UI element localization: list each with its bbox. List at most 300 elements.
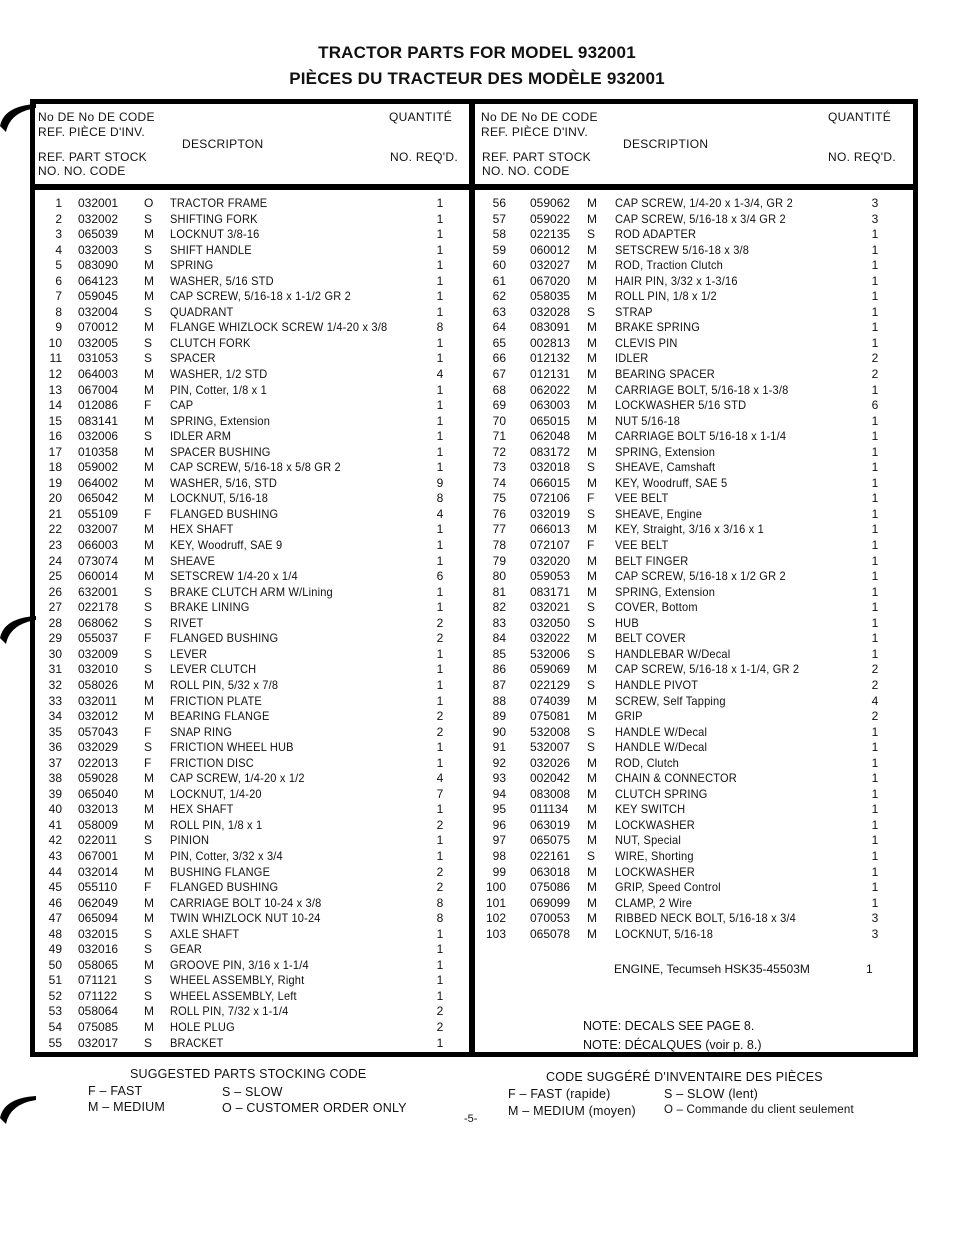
stock-code: F — [144, 631, 152, 646]
ref-number: 57 — [492, 211, 506, 226]
stock-code: S — [144, 584, 153, 599]
quantity: 2 — [436, 880, 444, 895]
stock-code: M — [587, 693, 597, 708]
part-row — [478, 336, 908, 352]
part-row — [32, 367, 462, 383]
stock-code: M — [587, 833, 597, 848]
ref-number: 96 — [492, 817, 506, 832]
description: BRAKE LINING — [170, 600, 250, 615]
part-row — [478, 305, 908, 321]
part-number: 012086 — [78, 398, 119, 413]
stock-code: S — [144, 615, 153, 630]
description: ROD ADAPTER — [615, 227, 697, 242]
part-number: 032002 — [78, 211, 119, 226]
part-number: 064002 — [78, 475, 119, 490]
ref-number: 79 — [492, 553, 506, 568]
description: GRIP — [615, 709, 643, 724]
part-number: 083091 — [530, 320, 571, 335]
ref-number: 76 — [492, 506, 506, 521]
stock-code: M — [144, 957, 154, 972]
ref-number: 65 — [492, 335, 506, 350]
description: NUT, Special — [615, 833, 682, 848]
quantity: 2 — [871, 662, 879, 677]
ref-number: 82 — [492, 600, 506, 615]
description: SETSCREW 5/16-18 x 3/8 — [615, 242, 750, 257]
description: FLANGED BUSHING — [170, 880, 279, 895]
quantity: 2 — [436, 1019, 444, 1034]
quantity: 1 — [436, 460, 444, 475]
ref-number: 17 — [48, 444, 62, 459]
stock-code: S — [144, 304, 153, 319]
description: LOCKNUT, 1/4-20 — [170, 786, 262, 801]
part-number: 059053 — [530, 569, 571, 584]
stock-code: M — [144, 569, 154, 584]
right-header-quantity: QUANTITÉ — [828, 110, 892, 124]
quantity: 3 — [871, 211, 879, 226]
description: CAP SCREW, 5/16-18 x 1-1/2 GR 2 — [170, 289, 351, 304]
stocking-code-fast: F – FAST — [88, 1084, 143, 1098]
ref-number: 52 — [48, 988, 62, 1003]
part-number: 075085 — [78, 1019, 119, 1034]
part-number: 032006 — [78, 429, 119, 444]
quantity: 2 — [436, 1004, 444, 1019]
part-number: 012131 — [530, 367, 571, 382]
stock-code: S — [144, 988, 153, 1003]
quantity: 1 — [871, 444, 879, 459]
part-row — [32, 694, 462, 710]
part-row — [478, 631, 908, 647]
ref-number: 71 — [492, 429, 506, 444]
part-row — [478, 460, 908, 476]
part-row — [478, 491, 908, 507]
stock-code: M — [144, 413, 154, 428]
description: RIVET — [170, 615, 204, 630]
ref-number: 28 — [48, 615, 62, 630]
description: LEVER CLUTCH — [170, 662, 257, 677]
ref-number: 21 — [48, 506, 62, 521]
part-row — [32, 818, 462, 834]
description: COVER, Bottom — [615, 600, 698, 615]
part-row — [32, 942, 462, 958]
description: SPACER — [170, 351, 216, 366]
description: SHIFTING FORK — [170, 211, 258, 226]
stock-code: S — [144, 973, 153, 988]
part-row — [32, 585, 462, 601]
quantity: 1 — [871, 615, 879, 630]
part-row — [32, 445, 462, 461]
quantity: 1 — [871, 429, 879, 444]
description: BRAKE CLUTCH ARM W/Lining — [170, 584, 333, 599]
note-english: NOTE: DECALS SEE PAGE 8. — [583, 1019, 755, 1033]
stock-code: M — [587, 631, 597, 646]
part-number: 073074 — [78, 553, 119, 568]
quantity: 1 — [436, 755, 444, 770]
ref-number: 94 — [492, 786, 506, 801]
part-row — [478, 569, 908, 585]
quantity: 1 — [871, 600, 879, 615]
stock-code: M — [144, 522, 154, 537]
stock-code: M — [587, 429, 597, 444]
part-number: 632001 — [78, 584, 119, 599]
part-row — [32, 973, 462, 989]
quantity: 1 — [436, 211, 444, 226]
part-row — [32, 678, 462, 694]
code-inventaire-client: O – Commande du client seulement — [664, 1104, 854, 1116]
part-number: 055037 — [78, 631, 119, 646]
part-row — [478, 212, 908, 228]
stock-code: M — [144, 289, 154, 304]
description: HEX SHAFT — [170, 802, 234, 817]
part-row — [478, 740, 908, 756]
quantity: 1 — [436, 258, 444, 273]
code-inventaire-title: CODE SUGGÉRÉ D'INVENTAIRE DES PIÈCES — [546, 1070, 823, 1084]
ref-number: 67 — [492, 367, 506, 382]
quantity: 6 — [871, 398, 879, 413]
part-row — [32, 538, 462, 554]
quantity: 1 — [871, 880, 879, 895]
stock-code: M — [587, 911, 597, 926]
stock-code: S — [587, 646, 596, 661]
part-number: 032018 — [530, 460, 571, 475]
ref-number: 78 — [492, 538, 506, 553]
stock-code: M — [587, 258, 597, 273]
ref-number: 26 — [48, 584, 62, 599]
stock-code: S — [144, 646, 153, 661]
quantity: 1 — [871, 538, 879, 553]
part-row — [32, 1036, 462, 1052]
stock-code: S — [144, 942, 153, 957]
ref-number: 4 — [55, 242, 62, 257]
ref-number: 92 — [492, 755, 506, 770]
ref-number: 56 — [492, 196, 506, 210]
left-header-line-2: REF. PIÈCE D'INV. — [38, 125, 145, 139]
ref-number: 88 — [492, 693, 506, 708]
part-row — [32, 647, 462, 663]
left-header-line-3: REF. PART STOCK — [38, 150, 147, 164]
stock-code: S — [144, 740, 153, 755]
part-number: 057043 — [78, 724, 119, 739]
quantity: 1 — [436, 973, 444, 988]
stock-code: M — [587, 709, 597, 724]
part-number: 032009 — [78, 646, 119, 661]
part-number: 058009 — [78, 817, 119, 832]
quantity: 2 — [871, 677, 879, 692]
description: BUSHING FLANGE — [170, 864, 271, 879]
description: CAP SCREW, 5/16-18 x 1/2 GR 2 — [615, 569, 786, 584]
description: SNAP RING — [170, 724, 233, 739]
description: WIRE, Shorting — [615, 848, 694, 863]
description: IDLER — [615, 351, 649, 366]
ref-number: 72 — [492, 444, 506, 459]
description: GRIP, Speed Control — [615, 880, 721, 895]
stock-code: M — [587, 289, 597, 304]
stock-code: M — [587, 398, 597, 413]
quantity: 1 — [871, 848, 879, 863]
part-row — [32, 429, 462, 445]
quantity: 1 — [436, 677, 444, 692]
description: TRACTOR FRAME — [170, 196, 268, 210]
stock-code: S — [587, 740, 596, 755]
stock-code: M — [144, 786, 154, 801]
part-row — [32, 958, 462, 974]
stock-code: M — [144, 258, 154, 273]
part-number: 067001 — [78, 848, 119, 863]
quantity: 1 — [436, 988, 444, 1003]
part-row — [32, 398, 462, 414]
stock-code: M — [587, 335, 597, 350]
quantity: 1 — [436, 646, 444, 661]
ref-number: 64 — [492, 320, 506, 335]
ref-number: 86 — [492, 662, 506, 677]
part-row — [478, 849, 908, 865]
description: ROD, Clutch — [615, 755, 679, 770]
ref-number: 13 — [48, 382, 62, 397]
ref-number: 43 — [48, 848, 62, 863]
part-number: 074039 — [530, 693, 571, 708]
quantity: 1 — [871, 740, 879, 755]
description: LOCKNUT, 5/16-18 — [170, 491, 269, 506]
description: BELT FINGER — [615, 553, 689, 568]
part-number: 031053 — [78, 351, 119, 366]
quantity: 1 — [436, 802, 444, 817]
part-number: 032050 — [530, 615, 571, 630]
part-row — [32, 662, 462, 678]
stock-code: M — [144, 895, 154, 910]
ref-number: 89 — [492, 709, 506, 724]
part-number: 065040 — [78, 786, 119, 801]
part-number: 532006 — [530, 646, 571, 661]
description: WHEEL ASSEMBLY, Right — [170, 973, 305, 988]
description: GROOVE PIN, 3/16 x 1-1/4 — [170, 957, 309, 972]
part-row — [32, 756, 462, 772]
description: SPRING, Extension — [615, 584, 716, 599]
part-number: 059045 — [78, 289, 119, 304]
stock-code: S — [587, 677, 596, 692]
quantity: 6 — [436, 569, 444, 584]
part-row — [478, 678, 908, 694]
ref-number: 6 — [55, 273, 62, 288]
part-number: 068062 — [78, 615, 119, 630]
page-number: -5- — [464, 1113, 478, 1125]
description: CARRIAGE BOLT 10-24 x 3/8 — [170, 895, 322, 910]
ref-number: 54 — [48, 1019, 62, 1034]
quantity: 1 — [436, 553, 444, 568]
part-row — [32, 243, 462, 259]
ref-number: 23 — [48, 538, 62, 553]
description: SHIFT HANDLE — [170, 242, 252, 257]
ref-number: 35 — [48, 724, 62, 739]
part-number: 002042 — [530, 771, 571, 786]
description: TWIN WHIZLOCK NUT 10-24 — [170, 911, 321, 926]
ref-number: 70 — [492, 413, 506, 428]
quantity: 1 — [871, 506, 879, 521]
description: CAP SCREW, 5/16-18 x 5/8 GR 2 — [170, 460, 341, 475]
ref-number: 10 — [48, 335, 62, 350]
part-number: 065042 — [78, 491, 119, 506]
description: CARRIAGE BOLT, 5/16-18 x 1-3/8 — [615, 382, 789, 397]
part-number: 022135 — [530, 227, 571, 242]
part-row — [32, 212, 462, 228]
ref-number: 53 — [48, 1004, 62, 1019]
description: CAP — [170, 398, 194, 413]
ref-number: 15 — [48, 413, 62, 428]
left-header-line-1: No DE No DE CODE — [38, 110, 155, 124]
quantity: 1 — [436, 522, 444, 537]
quantity: 1 — [871, 320, 879, 335]
quantity: 1 — [436, 335, 444, 350]
part-row — [32, 1004, 462, 1020]
ref-number: 30 — [48, 646, 62, 661]
stock-code: S — [144, 351, 153, 366]
stock-code: O — [144, 196, 154, 210]
part-number: 032017 — [78, 1035, 119, 1050]
stock-code: M — [144, 693, 154, 708]
stock-code: M — [144, 1019, 154, 1034]
part-row — [478, 227, 908, 243]
part-row — [478, 554, 908, 570]
part-row — [478, 787, 908, 803]
quantity: 1 — [436, 351, 444, 366]
quantity: 1 — [436, 584, 444, 599]
ref-number: 34 — [48, 709, 62, 724]
part-number: 060014 — [78, 569, 119, 584]
ref-number: 93 — [492, 771, 506, 786]
note-french: NOTE: DÉCALQUES (voir p. 8.) — [583, 1038, 762, 1052]
part-row — [478, 274, 908, 290]
stock-code: M — [587, 895, 597, 910]
ref-number: 41 — [48, 817, 62, 832]
part-row — [478, 694, 908, 710]
description: BRAKE SPRING — [615, 320, 701, 335]
part-number: 032019 — [530, 506, 571, 521]
quantity: 1 — [871, 304, 879, 319]
quantity: 1 — [871, 553, 879, 568]
description: ROLL PIN, 5/32 x 7/8 — [170, 677, 279, 692]
ref-number: 47 — [48, 911, 62, 926]
ref-number: 36 — [48, 740, 62, 755]
description: STRAP — [615, 304, 653, 319]
ref-number: 85 — [492, 646, 506, 661]
engine-quantity: 1 — [866, 962, 873, 976]
ref-number: 97 — [492, 833, 506, 848]
part-row — [478, 818, 908, 834]
stock-code: S — [587, 460, 596, 475]
ref-number: 45 — [48, 880, 62, 895]
description: IDLER ARM — [170, 429, 232, 444]
quantity: 1 — [436, 273, 444, 288]
description: CLUTCH SPRING — [615, 786, 708, 801]
part-row — [32, 927, 462, 943]
part-number: 058026 — [78, 677, 119, 692]
column-divider — [469, 99, 475, 1057]
description: RIBBED NECK BOLT, 5/16-18 x 3/4 — [615, 911, 796, 926]
description: HUB — [615, 615, 639, 630]
description: SHEAVE, Engine — [615, 506, 703, 521]
part-row — [478, 927, 908, 943]
ref-number: 39 — [48, 786, 62, 801]
stock-code: M — [144, 367, 154, 382]
code-inventaire-slow: S – SLOW (lent) — [664, 1087, 758, 1101]
part-row — [478, 320, 908, 336]
quantity: 1 — [436, 600, 444, 615]
part-number: 059062 — [530, 196, 571, 210]
part-number: 032026 — [530, 755, 571, 770]
stock-code: F — [144, 755, 152, 770]
part-row — [478, 662, 908, 678]
part-number: 066003 — [78, 538, 119, 553]
part-row — [478, 243, 908, 259]
part-number: 032027 — [530, 258, 571, 273]
ref-number: 95 — [492, 802, 506, 817]
quantity: 1 — [871, 631, 879, 646]
quantity: 1 — [871, 895, 879, 910]
part-number: 062049 — [78, 895, 119, 910]
quantity: 1 — [436, 538, 444, 553]
stock-code: M — [587, 553, 597, 568]
part-row — [32, 1020, 462, 1036]
quantity: 2 — [436, 724, 444, 739]
part-number: 069099 — [530, 895, 571, 910]
ref-number: 2 — [55, 211, 62, 226]
description: FLANGED BUSHING — [170, 506, 279, 521]
quantity: 1 — [871, 755, 879, 770]
quantity: 1 — [436, 429, 444, 444]
description: CAP SCREW, 5/16-18 x 3/4 GR 2 — [615, 211, 786, 226]
part-number: 022161 — [530, 848, 571, 863]
part-number: 066015 — [530, 475, 571, 490]
part-number: 022129 — [530, 677, 571, 692]
part-row — [32, 787, 462, 803]
ref-number: 33 — [48, 693, 62, 708]
part-row — [32, 896, 462, 912]
stock-code: M — [587, 196, 597, 210]
part-row — [478, 896, 908, 912]
description: BRACKET — [170, 1035, 224, 1050]
stock-code: M — [587, 273, 597, 288]
description: KEY SWITCH — [615, 802, 686, 817]
description: WASHER, 5/16, STD — [170, 475, 278, 490]
part-number: 065094 — [78, 911, 119, 926]
part-row — [478, 756, 908, 772]
part-row — [478, 414, 908, 430]
right-header-no-reqd: NO. REQ'D. — [828, 150, 896, 164]
ref-number: 59 — [492, 242, 506, 257]
quantity: 1 — [436, 740, 444, 755]
quantity: 1 — [871, 382, 879, 397]
ref-number: 99 — [492, 864, 506, 879]
description: SPRING, Extension — [170, 413, 271, 428]
stock-code: M — [587, 755, 597, 770]
ref-number: 55 — [48, 1035, 62, 1050]
part-row — [32, 631, 462, 647]
ref-number: 73 — [492, 460, 506, 475]
stock-code: M — [144, 475, 154, 490]
ref-number: 42 — [48, 833, 62, 848]
stock-code: M — [587, 242, 597, 257]
quantity: 1 — [436, 398, 444, 413]
part-row — [32, 196, 462, 212]
part-number: 058065 — [78, 957, 119, 972]
quantity: 1 — [436, 693, 444, 708]
quantity: 1 — [871, 864, 879, 879]
description: LOCKNUT, 5/16-18 — [615, 926, 714, 941]
part-number: 011134 — [530, 802, 569, 817]
ref-number: 44 — [48, 864, 62, 879]
part-number: 083171 — [530, 584, 571, 599]
description: ROLL PIN, 1/8 x 1/2 — [615, 289, 717, 304]
description: PIN, Cotter, 3/32 x 3/4 — [170, 848, 283, 863]
part-number: 058064 — [78, 1004, 119, 1019]
